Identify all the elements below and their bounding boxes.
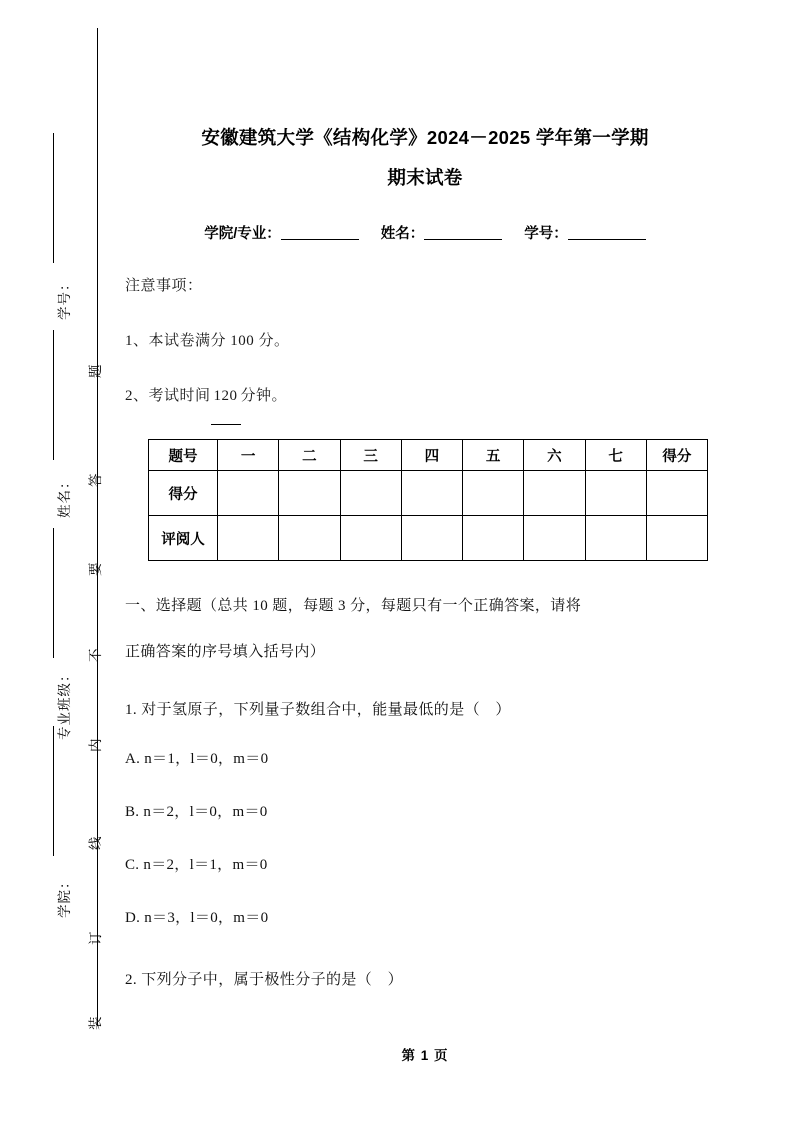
seal-line-segment-4 bbox=[53, 726, 54, 856]
exam-title-line-1: 安徽建筑大学《结构化学》2024－2025 学年第一学期 bbox=[201, 127, 649, 148]
table-header-cell-4: 四 bbox=[401, 440, 462, 471]
section-1-heading-line-2: 正确答案的序号填入括号内） bbox=[125, 644, 326, 660]
name-blank-field[interactable] bbox=[424, 225, 502, 240]
margin-label-name: 姓名： bbox=[57, 474, 72, 518]
table-header-cell-3: 三 bbox=[340, 440, 401, 471]
question-1-option-a: A. n＝1，l＝0，m＝0 bbox=[125, 751, 269, 767]
notes-item-2-prefix: 2、考试时间 bbox=[125, 388, 211, 404]
score-cell-4[interactable] bbox=[401, 471, 462, 516]
notes-item-1: 1、本试卷满分 100 分。 bbox=[125, 333, 290, 349]
table-header-cell-2: 二 bbox=[279, 440, 340, 471]
seal-line-segment-1 bbox=[53, 133, 54, 263]
table-header-cell-7: 七 bbox=[585, 440, 646, 471]
table-row-grader bbox=[149, 516, 708, 561]
margin-label-department: 学院： bbox=[57, 874, 72, 918]
seal-line-segment-2 bbox=[53, 330, 54, 460]
score-cell-7[interactable] bbox=[585, 471, 646, 516]
department-label: 学院/专业： bbox=[204, 226, 281, 242]
questions-section bbox=[125, 561, 725, 1003]
score-cell-2[interactable] bbox=[279, 471, 340, 516]
notes-item-2 bbox=[125, 369, 725, 425]
notes-block bbox=[125, 243, 725, 425]
margin-char-zhuang: 装 bbox=[88, 1016, 103, 1030]
margin-label-student-id: 学号： bbox=[57, 276, 72, 320]
grader-cell-4[interactable] bbox=[401, 516, 462, 561]
margin-char-yao: 要 bbox=[88, 562, 103, 576]
grader-cell-2[interactable] bbox=[279, 516, 340, 561]
table-row-score bbox=[149, 471, 708, 516]
page-title bbox=[125, 0, 725, 198]
margin-char-bu: 不 bbox=[88, 648, 103, 662]
question-1-option-d: D. n＝3，l＝0，m＝0 bbox=[125, 910, 269, 926]
question-1-option-b: B. n＝2，l＝0，m＝0 bbox=[125, 804, 268, 820]
section-1-heading-line-1: 一、选择题（总共 10 题，每题 3 分，每题只有一个正确答案，请将 bbox=[125, 598, 582, 614]
table-header-cell-6: 六 bbox=[524, 440, 585, 471]
question-2-stem: 2. 下列分子中，属于极性分子的是（ ） bbox=[125, 972, 404, 988]
question-1-stem: 1. 对于氢原子，下列量子数组合中，能量最低的是（ ） bbox=[125, 702, 511, 718]
notes-heading: 注意事项： bbox=[125, 278, 203, 294]
grader-cell-1[interactable] bbox=[218, 516, 279, 561]
department-blank-field[interactable] bbox=[281, 225, 359, 240]
grader-cell-5[interactable] bbox=[463, 516, 524, 561]
margin-char-ti: 题 bbox=[88, 364, 103, 378]
score-cell-6[interactable] bbox=[524, 471, 585, 516]
table-header-cell-1: 一 bbox=[218, 440, 279, 471]
table-header-cell-5: 五 bbox=[463, 440, 524, 471]
table-header-cell-0: 题号 bbox=[149, 440, 218, 471]
student-id-blank-field[interactable] bbox=[568, 225, 646, 240]
score-cell-1[interactable] bbox=[218, 471, 279, 516]
page-footer: 第 1 页 bbox=[401, 1048, 449, 1063]
margin-char-ding: 订 bbox=[88, 931, 103, 945]
table-row-label-grader: 评阅人 bbox=[149, 516, 218, 561]
notes-item-2-suffix: 分钟。 bbox=[240, 388, 288, 404]
margin-char-nei: 内 bbox=[88, 738, 103, 752]
margin-label-class: 专业班级： bbox=[57, 667, 72, 740]
table-row-label-score: 得分 bbox=[149, 471, 218, 516]
student-info-row bbox=[125, 198, 725, 243]
margin-char-da: 答 bbox=[88, 473, 103, 487]
grader-cell-3[interactable] bbox=[340, 516, 401, 561]
grader-cell-6[interactable] bbox=[524, 516, 585, 561]
grader-cell-7[interactable] bbox=[585, 516, 646, 561]
table-header-row bbox=[149, 440, 708, 471]
name-label: 姓名： bbox=[380, 226, 425, 242]
exam-title-line-2: 期末试卷 bbox=[387, 167, 463, 188]
grader-cell-total[interactable] bbox=[646, 516, 707, 561]
binding-vertical-line bbox=[97, 28, 98, 1026]
seal-line-segment-3 bbox=[53, 528, 54, 658]
score-table bbox=[148, 439, 708, 561]
question-1-option-c: C. n＝2，l＝1，m＝0 bbox=[125, 857, 268, 873]
exam-page-body bbox=[125, 0, 725, 1122]
exam-duration-value: 120 bbox=[211, 369, 241, 425]
score-cell-total[interactable] bbox=[646, 471, 707, 516]
margin-char-xian: 线 bbox=[88, 836, 103, 850]
student-id-label: 学号： bbox=[524, 226, 568, 242]
table-header-cell-8: 得分 bbox=[646, 440, 707, 471]
score-cell-5[interactable] bbox=[463, 471, 524, 516]
score-cell-3[interactable] bbox=[340, 471, 401, 516]
binding-margin bbox=[0, 0, 120, 1122]
